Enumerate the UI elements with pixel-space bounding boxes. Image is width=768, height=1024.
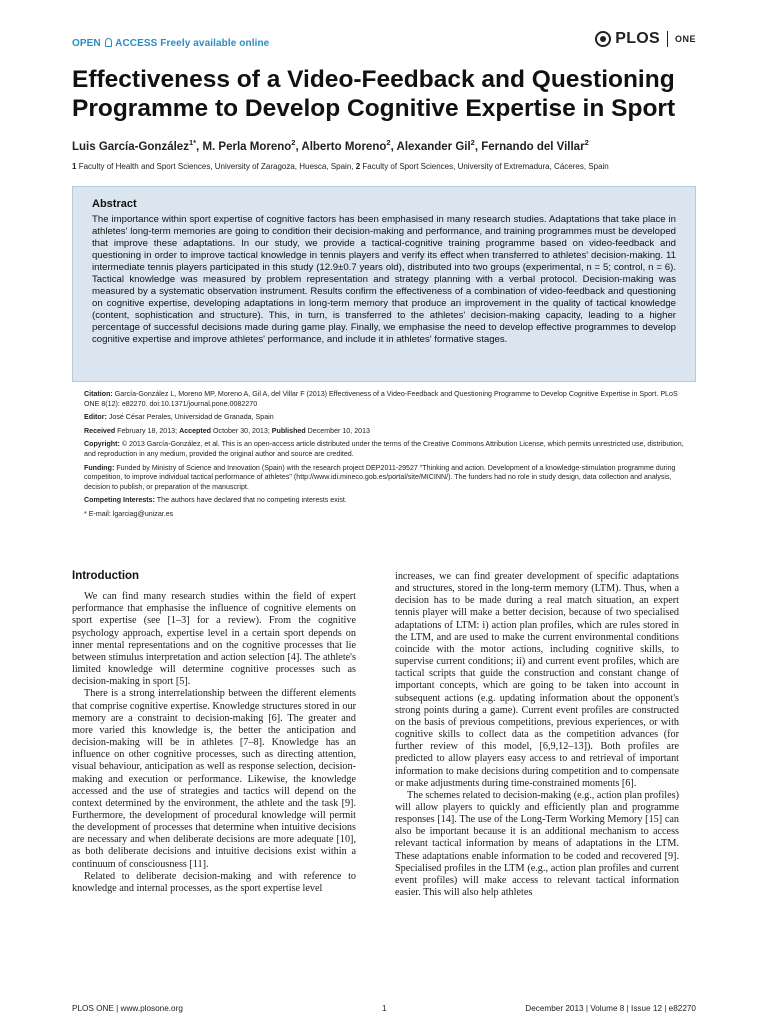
author-list: Luis García-González$^{1*}$, M. Perla Moreno$^2$, Alberto Moreno$^2$, Alexander Gil$^2$, Fernando del Villar$^2$: [72, 138, 589, 153]
author-name: M. Perla Moreno: [202, 140, 292, 153]
citation-text: García-González L, Moreno MP, Moreno A, Gil A, del Villar F (2013) Effectiveness of a Video-Feedback and Questioning Programme to Develop Cognitive Expertise in Sport. PLoS ONE 8(12): e82270. doi:10.1371/journal.pone.0082270: [84, 390, 678, 408]
body-column-right: [395, 571, 679, 899]
published-label: Published: [271, 426, 306, 435]
abstract-box: [72, 186, 696, 382]
accepted-label: Accepted: [179, 426, 212, 435]
plos-logo-icon: [595, 31, 611, 47]
citation-row: [84, 390, 692, 409]
plos-logo-suffix: ONE: [674, 34, 696, 44]
affiliation-number: 1: [72, 162, 77, 171]
funding-text: Funded by Ministry of Science and Innovation (Spain) with the research project DEP2011-29527 "Thinking and action. Development of a knowledge-stimulation programme during competition, to improve individual tactical performance of athletes" (http://www.idi.mineco.gob.es/portal/site/MICINN/). The funders had no role in study design, data collection and analysis, decision to publish, or preparation of the manuscript.: [84, 463, 676, 491]
body-paragraph: There is a strong interrelationship between the different elements that comprise cognitive expertise. Knowledge structures stored in our memory are a constraint to decision-making [6]. The greater and more varied this knowledge is, the better the anticipation and decision-making will be in athletes [7–8]. Knowledge has an influence on other cognitive processes, such as directing attention, visual behaviour, anticipation as well as response selection, decision-making and execution or performance. Likewise, the knowledge accessed and the use of strategies and tactics will depend on the context determined by the environment, the athlete and the task [9]. Furthermore, the development of procedural knowledge will permit the development of processes that determine when intuitive decisions are necessary and when deliberate decisions are more adequate [10], as both deliberate decisions and intuitive decisions exist within a continuum of consciousness [11].: [72, 688, 356, 870]
body-paragraph: We can find many research studies within the field of expert performance that emphasise the influence of cognitive elements on sport expertise (see [1–3] for a review). From the cognitive psychology approach, expertise level in a certain sport depends on inner mental representations and on the cognitive processes that lie between stimulus interpretation and action selection [4]. The athlete's limited knowledge will determine cognitive processes such as decision-making in sport [5].: [72, 591, 356, 688]
introduction-heading: Introduction: [72, 570, 140, 582]
competing-interests-label: Competing Interests:: [84, 496, 155, 505]
article-metadata: [84, 390, 692, 524]
open-access-lock-icon: [105, 38, 112, 47]
abstract-heading: Abstract: [92, 198, 137, 210]
editor-row: [84, 413, 692, 423]
open-access-banner: [72, 38, 269, 49]
email-row: * E-mail: lgarciag@unizar.es: [84, 509, 174, 518]
competing-interests-row: [84, 496, 692, 506]
page-footer: [72, 1004, 696, 1016]
author-name: Fernando del Villar: [481, 140, 585, 153]
dates-row: [84, 427, 692, 437]
footer-issue-info: December 2013 | Volume 8 | Issue 12 | e82270: [525, 1004, 696, 1013]
funding-row: [84, 464, 692, 493]
accepted-date: October 30, 2013;: [213, 426, 270, 435]
footer-journal-url: PLOS ONE | www.plosone.org: [72, 1004, 183, 1013]
copyright-label: Copyright:: [84, 440, 120, 449]
page-number: 1: [382, 1004, 387, 1013]
competing-interests-text: The authors have declared that no competing interests exist.: [156, 496, 347, 505]
body-column-left: [72, 570, 356, 895]
editor-text: José César Perales, Universidad de Granada, Spain: [108, 413, 274, 422]
author-affiliation-mark: 2: [470, 138, 475, 147]
affiliations: [72, 162, 712, 171]
copyright-row: [84, 440, 692, 459]
author-affiliation-mark: 1*: [188, 138, 197, 147]
author-affiliation-mark: 2: [291, 138, 296, 147]
affiliation-text: Faculty of Sport Sciences, University of Extremadura, Cáceres, Spain: [362, 162, 609, 171]
affiliation-number: 2: [355, 162, 361, 171]
plos-one-logo: [595, 30, 696, 48]
open-access-word: OPEN: [72, 38, 101, 49]
body-paragraph: Related to deliberate decision-making and with reference to knowledge and internal processes, as the sport expertise level: [72, 870, 356, 894]
author-name: Luis García-González: [72, 140, 189, 153]
author-name: Alberto Moreno: [301, 140, 387, 153]
author-name: Alexander Gil: [396, 140, 471, 153]
received-label: Received: [84, 426, 116, 435]
logo-divider: [667, 31, 668, 47]
citation-label: Citation:: [84, 390, 113, 398]
author-affiliation-mark: 2: [584, 138, 589, 147]
copyright-text: © 2013 García-González, et al. This is an open-access article distributed under the terms of the Creative Commons Attribution License, which permits unrestricted use, distribution, and reproduction in any medium, provided the original author and source are credited.: [84, 440, 684, 458]
article-title: Effectiveness of a Video-Feedback and Questioning Programme to Develop Cognitive Expertise in Sport: [72, 66, 676, 122]
body-paragraph: The schemes related to decision-making (e.g., action plan profiles) will allow players to quickly and efficiently plan and programme responses [14]. The use of the Long-Term Working Memory [15] can also be important because it is an additional mechanism to access relevant tactical information by means of adaptations in the LTM. These adaptations enable information to be coded and recovered [9]. Specialised profiles in the LTM (e.g., action plan profiles and current event profiles) will make access to relevant tactical information easier. This will also help athletes: [395, 789, 679, 899]
plos-logo-word: PLOS: [615, 30, 660, 47]
received-date: February 18, 2013;: [117, 426, 178, 435]
affiliation-text: Faculty of Health and Sport Sciences, University of Zaragoza, Huesca, Spain,: [78, 162, 354, 171]
editor-label: Editor:: [84, 413, 107, 422]
author-affiliation-mark: 2: [386, 138, 391, 147]
body-paragraph: increases, we can find greater development of specific adaptations and structures, stored in the long-term memory (LTM). Thus, when a decision has to be made during a real match situation, an expert tennis player will make a better decision, because of two specialised adaptations of LTM: i) action plan profiles, which are rules stored in the LTM, and are used to make the current environmental conditions coincide with the motor actions, including cognitive skills, to supervise current conditions; ii) and current event profiles, which are tactical scripts that guide the construction and constant change of important concepts, which are going to be taken into account in subsequent actions (e.g. updating information about the opponent's strong points during a game). Current event profiles are constructed on the basis of previous competitions, previous experiences, or with cognitive skills to collect data as the competition advances (for further review of this model, [6,9,12–13]). Both profiles are predicted to allow players easy access to and retrieval of important information to make decisions during competition and to compensate or make adjustments during time-constrained moments [6].: [395, 571, 679, 789]
abstract-text: The importance within sport expertise of cognitive factors has been emphasised in many research studies. Adaptations that take place in athletes' long-term memories are going to condition their decision-making and performance, and training programmes must be developed that improve these adaptations. In our study, we provide a tactical-cognitive training programme based on video-feedback and questioning in order to improve tactical knowledge in tennis players and verify its effect when transferred to athletes' decision-making. 11 intermediate tennis players participated in this study (12.9±0.7 years old), distributed into two groups (experimental, n = 5; control, n = 6). Tactical knowledge was measured by problem representation and strategy planning with a verbal protocol. Decision-making was measured by a systematic observation instrument. Results confirm the effectiveness of a combination of video-feedback and questioning on cognitive expertise, developing adaptations in long-term memory that produce an improvement in the quality of tactical knowledge (content, sophistication and structure). This, in turn, is transferred to the athletes' decision-making capacity, leading to a higher percentage of successful decisions made during game play. Finally, we emphasise the need to develop effective programmes to develop cognitive expertise and improve athletes' performance, and include it in athletes' formative stages.: [92, 214, 676, 346]
published-date: December 10, 2013: [307, 426, 370, 435]
open-access-text: ACCESS Freely available online: [115, 38, 270, 49]
funding-label: Funding:: [84, 463, 115, 472]
